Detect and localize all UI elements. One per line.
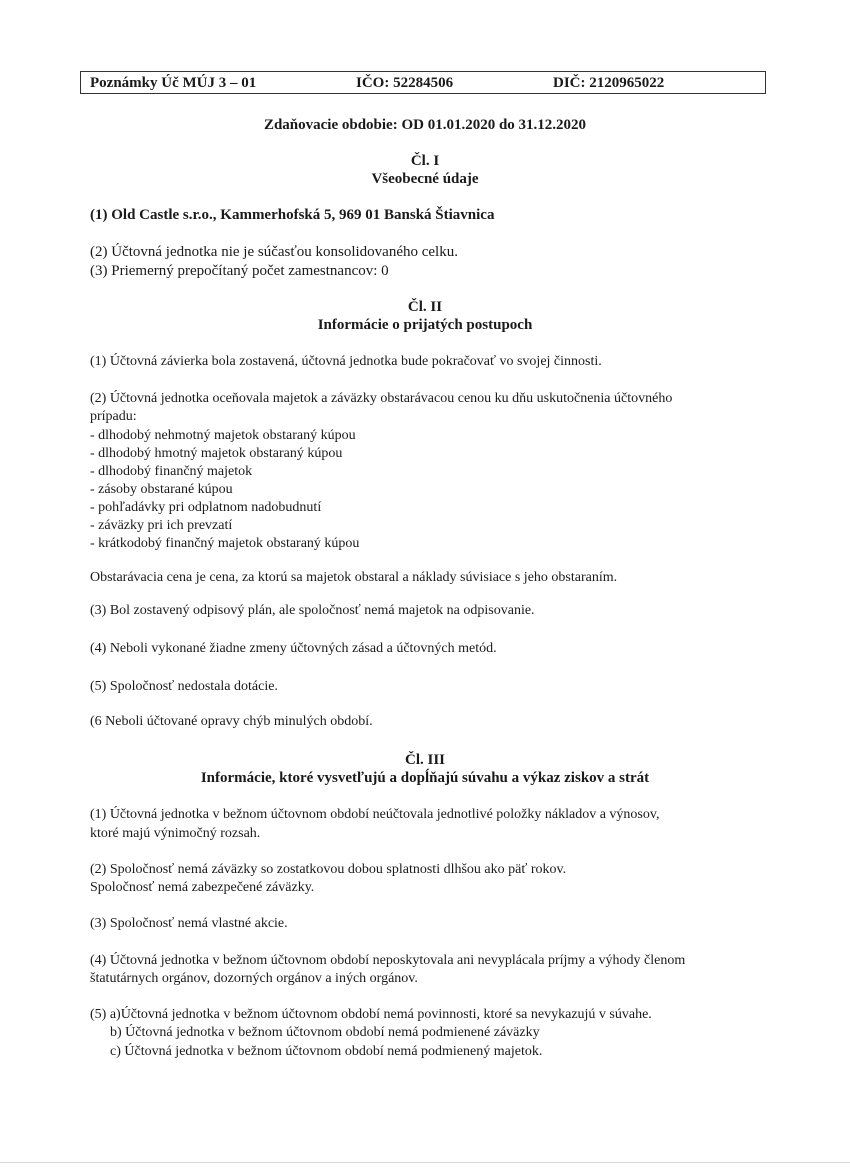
tax-period: Zdaňovacie obdobie: OD 01.01.2020 do 31.12.2020 <box>263 117 587 133</box>
section2-item2-line1: (2) Účtovná jednotka oceňovala majetok a záväzky obstarávacou cenou ku dňu uskutočnenia účtovného <box>90 391 673 406</box>
scan-edge-line <box>0 1162 850 1163</box>
section2-number: Čl. II <box>407 299 443 315</box>
section1-title: Všeobecné údaje <box>371 171 479 187</box>
section3-item1-line1: (1) Účtovná jednotka v bežnom účtovnom období neúčtovala jednotlivé položky nákladov a výnosov, <box>90 807 660 822</box>
section3-title: Informácie, ktoré vysvetľujú a dopĺňajú súvahu a výkaz ziskov a strát <box>200 770 650 786</box>
section3-number: Čl. III <box>404 752 445 768</box>
section2-item3: (3) Bol zostavený odpisový plán, ale spoločnosť nemá majetok na odpisovanie. <box>90 603 535 618</box>
list-item: - pohľadávky pri odplatnom nadobudnutí <box>90 500 322 515</box>
section1-item2: (2) Účtovná jednotka nie je súčasťou konsolidovaného celku. <box>90 244 458 260</box>
section3-item2-line1: (2) Spoločnosť nemá záväzky so zostatkovou dobou splatnosti dlhšou ako päť rokov. <box>90 862 567 877</box>
section3-item5a: (5) a)Účtovná jednotka v bežnom účtovnom období nemá povinnosti, ktoré sa nevykazujú v súvahe. <box>90 1007 652 1022</box>
list-item: - záväzky pri ich prevzatí <box>90 518 233 533</box>
section2-item6: (6 Neboli účtované opravy chýb minulých období. <box>90 714 373 729</box>
ico-label: IČO: 52284506 <box>356 75 454 91</box>
list-item: - dlhodobý hmotný majetok obstaraný kúpou <box>90 446 343 461</box>
section2-item5: (5) Spoločnosť nedostala dotácie. <box>90 679 278 694</box>
section2-item2-line2: prípadu: <box>90 409 137 424</box>
section3-item5b: b) Účtovná jednotka v bežnom účtovnom období nemá podmienené záväzky <box>110 1025 540 1040</box>
list-item: - zásoby obstarané kúpou <box>90 482 233 497</box>
list-item: - dlhodobý nehmotný majetok obstaraný kúpou <box>90 428 356 443</box>
section3-item5c: c) Účtovná jednotka v bežnom účtovnom období nemá podmienený majetok. <box>110 1044 543 1059</box>
section3-item4-line1: (4) Účtovná jednotka v bežnom účtovnom období neposkytovala ani nevyplácala príjmy a výhody členom <box>90 953 686 968</box>
section3-item3: (3) Spoločnosť nemá vlastné akcie. <box>90 916 288 931</box>
list-item: - krátkodobý finančný majetok obstaraný kúpou <box>90 536 360 551</box>
section3-item1-line2: ktoré majú výnimočný rozsah. <box>90 826 261 841</box>
list-item: - dlhodobý finančný majetok <box>90 464 253 479</box>
section2-item1: (1) Účtovná závierka bola zostavená, účtovná jednotka bude pokračovať vo svojej činnosti. <box>90 354 602 369</box>
section2-title: Informácie o prijatých postupoch <box>317 317 533 333</box>
notes-label: Poznámky Úč MÚJ 3 – 01 <box>90 75 257 91</box>
section2-item4: (4) Neboli vykonané žiadne zmeny účtovných zásad a účtovných metód. <box>90 641 497 656</box>
company-info: (1) Old Castle s.r.o., Kammerhofská 5, 969 01 Banská Štiavnica <box>90 207 495 223</box>
section3-item2-line2: Spoločnosť nemá zabezpečené záväzky. <box>90 880 315 895</box>
dic-label: DIČ: 2120965022 <box>553 75 665 91</box>
section1-item3: (3) Priemerný prepočítaný počet zamestnancov: 0 <box>90 263 389 279</box>
header-box <box>80 71 766 94</box>
section1-number: Čl. I <box>410 153 440 169</box>
section3-item4-line2: štatutárnych orgánov, dozorných orgánov a iných orgánov. <box>90 971 418 986</box>
acquisition-cost-note: Obstarávacia cena je cena, za ktorú sa majetok obstaral a náklady súvisiace s jeho obstaraním. <box>90 570 618 585</box>
